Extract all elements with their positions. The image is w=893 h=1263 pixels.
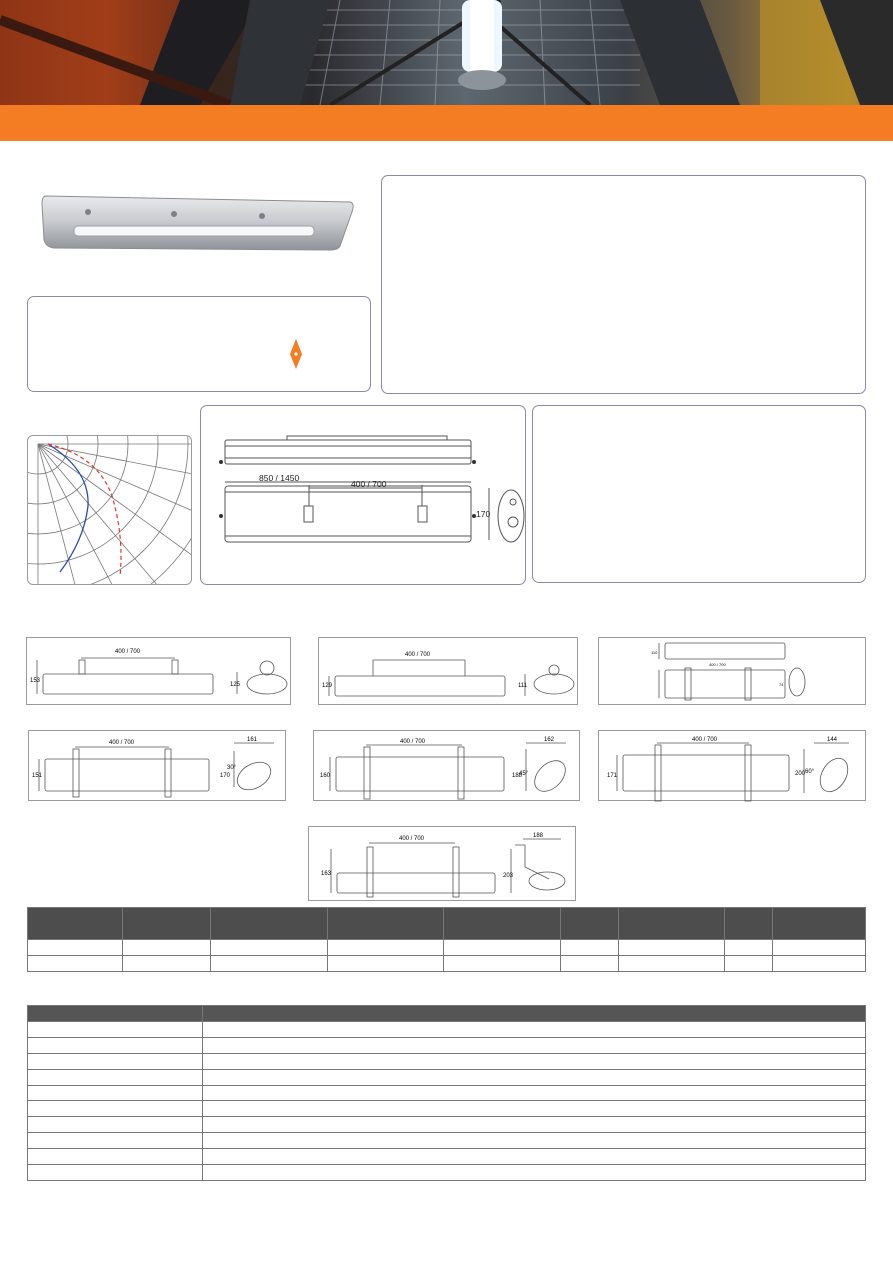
mounting-option-3 bbox=[598, 637, 866, 705]
centres-label: 400 / 700 bbox=[109, 740, 135, 746]
centres-label: 400 / 700 bbox=[405, 652, 431, 658]
height-label: 153 bbox=[30, 678, 41, 684]
height-label: 170 bbox=[476, 509, 491, 519]
table-row bbox=[28, 1085, 866, 1101]
angle-label: 45° bbox=[519, 771, 529, 777]
table-row bbox=[28, 940, 866, 956]
centres-label: 400 / 700 bbox=[709, 662, 726, 667]
side-height-label: 200 bbox=[795, 771, 806, 777]
centres-label: 400 / 700 bbox=[115, 649, 141, 655]
hero-photo bbox=[0, 0, 893, 105]
table-row bbox=[28, 1069, 866, 1085]
table-row bbox=[28, 1053, 866, 1069]
height-label: 171 bbox=[607, 773, 618, 779]
angle-label: 60° bbox=[805, 769, 815, 775]
table-row bbox=[28, 1037, 866, 1053]
dimension-drawing-box bbox=[200, 405, 526, 585]
mounting-option-5 bbox=[313, 730, 580, 801]
table-header-row bbox=[28, 908, 866, 940]
side-height-label: 203 bbox=[503, 873, 514, 879]
height-label: 151 bbox=[32, 773, 43, 779]
side-label: 125 bbox=[230, 682, 241, 688]
title-band bbox=[0, 105, 893, 141]
mounting-option-1 bbox=[26, 637, 291, 705]
mounting-option-2 bbox=[318, 637, 578, 705]
side-height-label: 170 bbox=[220, 773, 231, 779]
info-box-left bbox=[27, 296, 371, 392]
mounting-option-6 bbox=[598, 730, 866, 801]
centres-label: 400 / 700 bbox=[399, 836, 425, 842]
centres-label: 400 / 700 bbox=[400, 739, 426, 745]
mounting-option-7 bbox=[308, 826, 576, 901]
product-table bbox=[27, 907, 866, 972]
side-width-label: 162 bbox=[544, 737, 555, 743]
info-box-right bbox=[381, 175, 866, 394]
product-photo bbox=[40, 190, 355, 260]
side-width-label: 161 bbox=[247, 737, 258, 743]
up-down-arrow-icon bbox=[290, 339, 302, 369]
table-header-row bbox=[28, 1006, 866, 1022]
fixing-centres-label: 400 / 700 bbox=[351, 479, 387, 489]
table-row bbox=[28, 1165, 866, 1181]
fixture-dimension-drawing bbox=[201, 406, 527, 586]
side-width-label: 188 bbox=[533, 833, 544, 839]
height-label: 129 bbox=[322, 683, 333, 689]
table-row bbox=[28, 1022, 866, 1038]
side-label: 111 bbox=[518, 683, 528, 689]
table-row bbox=[28, 956, 866, 972]
table-row bbox=[28, 1149, 866, 1165]
polar-diagram bbox=[27, 435, 192, 585]
height-label: 110 bbox=[651, 650, 658, 655]
height-label: 160 bbox=[320, 773, 331, 779]
specification-table bbox=[27, 1005, 866, 1181]
overall-length-label: 850 / 1450 bbox=[259, 473, 300, 483]
side-height-label: 188 bbox=[512, 773, 523, 779]
warehouse-ceiling-image bbox=[0, 0, 893, 105]
mounting-option-4 bbox=[28, 730, 286, 801]
centres-label: 400 / 700 bbox=[692, 737, 718, 743]
side-width-label: 144 bbox=[827, 737, 838, 743]
height-label: 163 bbox=[321, 871, 332, 877]
side-label: 74 bbox=[779, 682, 784, 687]
angle-label: 30° bbox=[227, 765, 237, 771]
info-box-lower-right bbox=[532, 405, 866, 583]
table-row bbox=[28, 1117, 866, 1133]
table-row bbox=[28, 1133, 866, 1149]
table-row bbox=[28, 1101, 866, 1117]
